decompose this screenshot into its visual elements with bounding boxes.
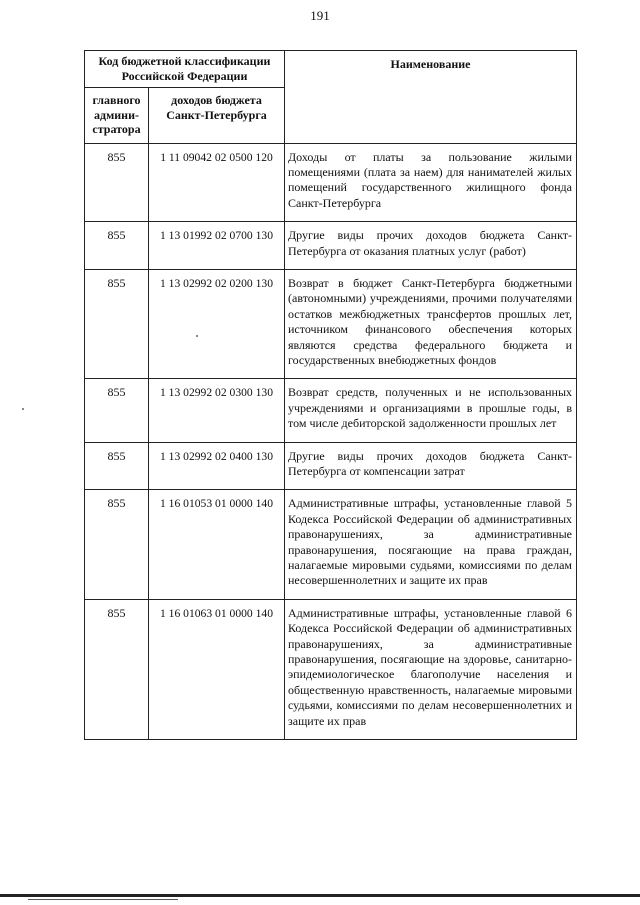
admin-code-cell: 855 — [85, 599, 149, 739]
name-cell: Административные штрафы, установленные главой 6 Кодекса Российской Федерации об административных правонарушениях, за административные правонарушения, посягающие на здоровье, санитарно-эпидемиологическое благополучие населения и общественную нравственность, налагаемые мировыми судьями, комиссиями по делам несовершеннолетних и защите их прав — [285, 599, 577, 739]
name-cell: Возврат средств, полученных и не использованных учреждениями и организациями в прошлые годы, в том числе дебиторской задолженности прошлых лет — [285, 379, 577, 442]
income-column-header: доходов бюджета Санкт-Петербурга — [149, 88, 285, 144]
table-row — [85, 143, 577, 222]
income-code-cell: 1 13 01992 02 0700 130 — [149, 222, 285, 270]
admin-code-cell: 855 — [85, 222, 149, 270]
income-code-cell: 1 13 02992 02 0200 130 — [149, 269, 285, 378]
name-cell: Доходы от платы за пользование жилыми помещениями (плата за наем) для нанимателей жилых помещений государственного жилищного фонда Санкт-Петербурга — [285, 143, 577, 222]
table-row — [85, 222, 577, 270]
table-row — [85, 269, 577, 378]
scan-speck — [196, 335, 198, 337]
name-cell: Другие виды прочих доходов бюджета Санкт-Петербурга от компенсации затрат — [285, 442, 577, 490]
scan-speck — [22, 408, 24, 410]
income-code-cell: 1 16 01053 01 0000 140 — [149, 490, 285, 599]
scan-bottom-edge — [0, 894, 640, 897]
table-row — [85, 442, 577, 490]
budget-classification-table — [84, 50, 577, 740]
income-code-cell: 1 13 02992 02 0300 130 — [149, 379, 285, 442]
admin-code-cell: 855 — [85, 490, 149, 599]
table-row — [85, 490, 577, 599]
admin-code-cell: 855 — [85, 379, 149, 442]
admin-column-header: главного админи-стратора — [85, 88, 149, 144]
table-row — [85, 379, 577, 442]
scan-bottom-edge-thin — [28, 899, 178, 900]
name-cell: Другие виды прочих доходов бюджета Санкт-Петербурга от оказания платных услуг (работ) — [285, 222, 577, 270]
name-cell: Административные штрафы, установленные главой 5 Кодекса Российской Федерации об административных правонарушениях, за административные правонарушения, посягающие на права граждан, налагаемые мировыми судьями, комиссиями по делам несовершеннолетних и защите их прав — [285, 490, 577, 599]
admin-code-cell: 855 — [85, 269, 149, 378]
income-code-cell: 1 13 02992 02 0400 130 — [149, 442, 285, 490]
admin-code-cell: 855 — [85, 442, 149, 490]
name-column-header: Наименование — [285, 51, 577, 144]
table-row — [85, 599, 577, 739]
page-number: 191 — [310, 8, 330, 23]
table-header-row — [85, 51, 577, 88]
code-group-header: Код бюджетной классификации Российской Федерации — [85, 51, 285, 88]
admin-code-cell: 855 — [85, 143, 149, 222]
income-code-cell: 1 11 09042 02 0500 120 — [149, 143, 285, 222]
income-code-cell: 1 16 01063 01 0000 140 — [149, 599, 285, 739]
name-cell: Возврат в бюджет Санкт-Петербурга бюджетными (автономными) учреждениями, прочими получателями остатков межбюджетных трансфертов прошлых лет, источником финансового обеспечения которых являются средства федерального бюджета и государственных внебюджетных фондов — [285, 269, 577, 378]
